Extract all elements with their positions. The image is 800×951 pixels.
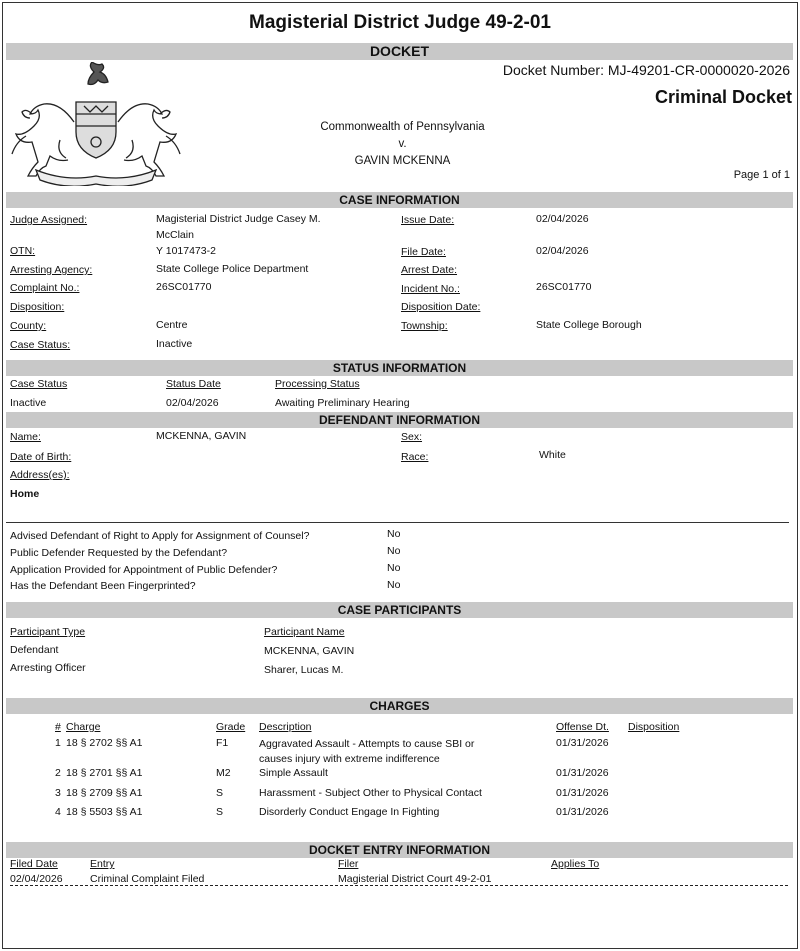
participant-type-header: Participant Type (10, 626, 86, 638)
docket-number: Docket Number: MJ-49201-CR-0000020-2026 (502, 62, 790, 78)
status-information-band: STATUS INFORMATION (6, 360, 793, 376)
entry-filed-date: 02/04/2026 (10, 873, 63, 885)
participant-type: Arresting Officer (10, 662, 86, 674)
grade-header: Grade (216, 721, 246, 733)
charges-band: CHARGES (6, 698, 793, 714)
charge-description-cont: causes injury with extreme indifference (259, 753, 440, 765)
participant-type: Defendant (10, 644, 59, 656)
caption-vs: v. (398, 138, 407, 150)
case-participants-band: CASE PARTICIPANTS (6, 602, 793, 618)
status-col-processing: Processing Status (275, 378, 360, 390)
participant-name: Sharer, Lucas M. (264, 664, 344, 676)
status-date-value: 02/04/2026 (166, 397, 219, 409)
participant-name: MCKENNA, GAVIN (264, 645, 355, 657)
charge-num: 4 (55, 806, 61, 818)
caption-plaintiff: Commonwealth of Pennsylvania (320, 121, 485, 133)
entry-description: Criminal Complaint Filed (90, 873, 205, 885)
complaint-value: 26SC01770 (156, 281, 212, 293)
docket-type: Criminal Docket (654, 87, 792, 107)
charge-grade: M2 (216, 767, 231, 779)
home-address-label: Home (10, 488, 40, 500)
charge-statute: 18 § 2701 §§ A1 (66, 767, 143, 779)
race-label: Race: (401, 451, 429, 463)
court-title: Magisterial District Judge 49-2-01 (249, 12, 551, 33)
section-rule (6, 522, 789, 523)
file-date-label: File Date: (401, 246, 446, 258)
applies-to-header: Applies To (551, 858, 600, 870)
charge-description: Simple Assault (259, 767, 328, 779)
file-date-value: 02/04/2026 (536, 245, 589, 257)
county-label: County: (10, 320, 47, 332)
participant-name-header: Participant Name (264, 626, 345, 638)
judge-value: Magisterial District Judge Casey M. (156, 213, 321, 225)
incident-label: Incident No.: (401, 283, 460, 295)
case-information-band: CASE INFORMATION (6, 192, 793, 208)
arrest-date-label: Arrest Date: (401, 264, 458, 276)
charge-offense-date: 01/31/2026 (556, 767, 609, 779)
charge-num: 1 (55, 737, 61, 749)
entry-dashed-rule (10, 885, 788, 886)
question-application: Application Provided for Appointment of Public Defender? (10, 564, 278, 576)
charge-description: Harassment - Subject Other to Physical Contact (259, 787, 482, 799)
status-col-case-status: Case Status (10, 378, 68, 390)
filer-header: Filer (338, 858, 359, 870)
township-value: State College Borough (536, 319, 642, 331)
arresting-agency-value: State College Police Department (156, 263, 309, 275)
defendant-name-value: MCKENNA, GAVIN (156, 430, 247, 442)
charge-statute: 18 § 5503 §§ A1 (66, 806, 143, 818)
processing-status-value: Awaiting Preliminary Hearing (275, 397, 410, 409)
issue-date-value: 02/04/2026 (536, 213, 589, 225)
incident-value: 26SC01770 (536, 281, 592, 293)
charge-statute: 18 § 2709 §§ A1 (66, 787, 143, 799)
sex-label: Sex: (401, 431, 423, 443)
answer-public-defender: No (387, 545, 401, 557)
answer-counsel: No (387, 528, 401, 540)
entry-filer: Magisterial District Court 49-2-01 (338, 873, 492, 885)
charge-description: Disorderly Conduct Engage In Fighting (259, 806, 440, 818)
question-counsel: Advised Defendant of Right to Apply for Assignment of Counsel? (10, 530, 310, 542)
judge-value-cont: McClain (156, 229, 194, 241)
charge-offense-date: 01/31/2026 (556, 787, 609, 799)
township-label: Township: (401, 320, 448, 332)
charge-offense-date: 01/31/2026 (556, 806, 609, 818)
answer-application: No (387, 562, 401, 574)
offense-date-header: Offense Dt. (556, 721, 609, 733)
defendant-name-label: Name: (10, 431, 41, 443)
address-label: Address(es): (10, 469, 70, 481)
question-fingerprinted: Has the Defendant Been Fingerprinted? (10, 580, 196, 592)
issue-date-label: Issue Date: (401, 214, 455, 226)
charge-num-header: # (55, 721, 61, 733)
status-value: Inactive (10, 397, 47, 409)
docket-band: DOCKET (6, 43, 793, 60)
complaint-label: Complaint No.: (10, 282, 80, 294)
caption-defendant: GAVIN MCKENNA (354, 155, 451, 167)
charge-num: 2 (55, 767, 61, 779)
charge-statute: 18 § 2702 §§ A1 (66, 737, 143, 749)
dob-label: Date of Birth: (10, 451, 72, 463)
defendant-information-band: DEFENDANT INFORMATION (6, 412, 793, 428)
filed-date-header: Filed Date (10, 858, 58, 870)
page-number: Page 1 of 1 (733, 169, 790, 181)
case-status-label: Case Status: (10, 339, 71, 351)
charge-description: Aggravated Assault - Attempts to cause SBI or (259, 738, 475, 750)
charge-grade: S (216, 787, 224, 799)
answer-fingerprinted: No (387, 579, 401, 591)
otn-value: Y 1017473-2 (156, 245, 216, 257)
judge-label: Judge Assigned: (10, 214, 88, 226)
disposition-label: Disposition: (10, 301, 65, 313)
otn-label: OTN: (10, 245, 36, 257)
charge-header: Charge (66, 721, 101, 733)
charge-grade: S (216, 806, 224, 818)
docket-entry-band: DOCKET ENTRY INFORMATION (6, 842, 793, 858)
charge-num: 3 (55, 787, 61, 799)
question-public-defender: Public Defender Requested by the Defendant? (10, 547, 228, 559)
arresting-agency-label: Arresting Agency: (10, 264, 93, 276)
charge-grade: F1 (216, 737, 229, 749)
race-value: White (539, 449, 566, 461)
pennsylvania-seal-icon (6, 62, 186, 186)
description-header: Description (259, 721, 312, 733)
disposition-header: Disposition (628, 721, 680, 733)
county-value: Centre (156, 319, 188, 331)
status-col-status-date: Status Date (166, 378, 221, 390)
entry-header: Entry (90, 858, 115, 870)
charge-offense-date: 01/31/2026 (556, 737, 609, 749)
case-status-value: Inactive (156, 338, 193, 350)
disposition-date-label: Disposition Date: (401, 301, 481, 313)
